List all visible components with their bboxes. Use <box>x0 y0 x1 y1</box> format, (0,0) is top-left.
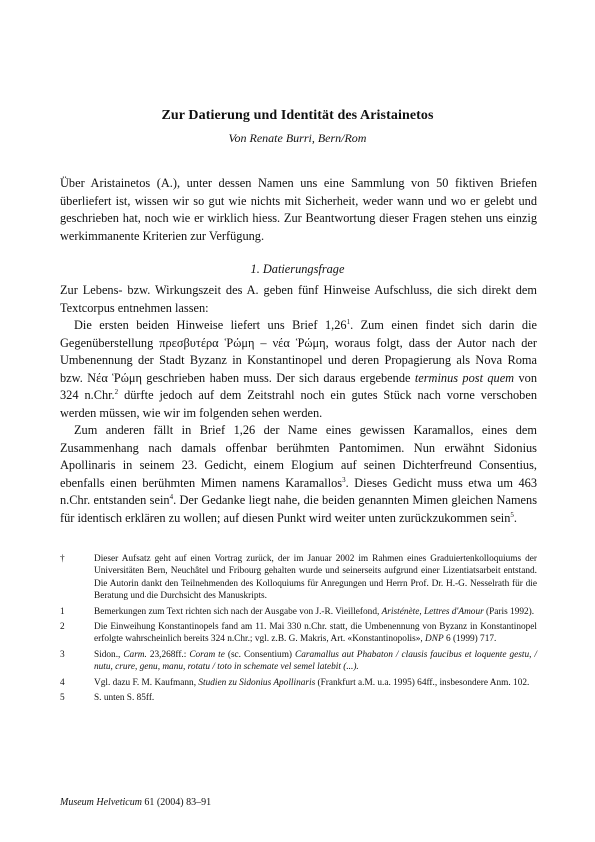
section-heading: 1. Datierungsfrage <box>250 262 345 276</box>
journal-issue: 61 (2004) 83–91 <box>144 797 212 808</box>
footnote-number: 1 <box>60 606 65 617</box>
footnote-5: 5 S. unten S. 85ff. <box>60 693 155 704</box>
footnote-2: 2 Die Einweihung Konstantinopels fand am 11. Mai 330 n.Chr. statt, die Umbenennung von Byzanz in Konstantinopel erfolgte wahrscheinlich bereits 324 n.Chr.; vgl. z.B. G. Makris, Art. «Konstantinopolis», DNP 6 (1999) 717. <box>60 622 537 645</box>
intro-text: Über Aristainetos (A.), unter dessen Namen uns eine Sammlung von 50 fiktiven Briefen überliefert ist, wissen wir so gut wie nichts mit Sicherheit, weder wann und wo er gelebt und geschrieben hat, noch wie er wirklich hiess. Zur Beantwortung dieser Fragen stehen uns einzig werkimmanente Kriterien zur Verfügung. <box>60 176 537 243</box>
footnotes <box>60 553 537 707</box>
footnote-number: 5 <box>60 693 65 704</box>
footnote-4: 4 Vgl. dazu F. M. Kaufmann, Studien zu Sidonius Apollinaris (Frankfurt a.M. u.a. 1995) 64ff., insbesondere Anm. 102. <box>60 677 530 688</box>
footnote-text: Dieser Aufsatz geht auf einen Vortrag zurück, der im Januar 2002 im Rahmen eines Graduiertenkolloquiums der Universitäten Bern, Neuchâtel und Fribourg gehalten wurde und seinerseits aufgrund einer Lizentiatsarbeit entstand. Die Autorin dankt den Teilnehmenden des Kolloquiums für Anregungen und Herrn Prof. Dr. H.-G. Nesselrath für die Beratung und die Durchsicht des Manuskripts. <box>94 554 537 602</box>
emphasis-terminus: terminus post quem <box>414 370 515 385</box>
footnote-number: † <box>60 554 65 564</box>
footnote-number: 3 <box>60 649 65 660</box>
footnote-3: 3 Sidon., Carm. 23,268ff.: Coram te (sc. Consentium) Caramallus aut Phabaton / clausis faucibus et loquente gestu, / nutu, crure, genu, manu, rotatu / toto in schemate vel semel latebit (...). <box>60 649 537 673</box>
journal-name: Museum Helveticum <box>60 797 142 808</box>
journal-citation <box>60 797 211 808</box>
paragraph-3: Zum anderen fällt in Brief 1,26 der Name eines gewissen Karamallos, eines dem Zusammenhang nach damals offenbar berühmten Pantomimen. Nun erwähnt Sidonius Apollinaris in seinem 23. Gedicht, einem Elogium auf seinen Dichterfreund Consentius, ebenfalls einen berühmten Mimen namens Karamallos$^3$. Dieses Gedicht muss etwa um 463 n.Chr. entstanden sein$^4$. Der Gedanke liegt nahe, die beiden genannten Mimen gleichen Namens für identisch erklären zu wollen; auf diesen Punkt wird weiter unten zurückzukommen sein$^5$. <box>60 423 538 525</box>
footnote-ref-1[interactable]: 1 <box>346 317 351 326</box>
article-author: Von Renate Burri, Bern/Rom <box>228 131 367 145</box>
footnote-ref-2[interactable]: 2 <box>114 387 119 396</box>
article-title: Zur Datierung und Identität des Aristainetos <box>161 108 434 123</box>
paragraph-2: Die ersten beiden Hinweise liefert uns Brief 1,26$^1$. Zum einen findet sich darin die Gegenüberstellung πρεσβυτέρα Ῥώμη – νέα Ῥώμη, woraus folgt, dass der Autor nach der Umbenennung der Stadt Byzanz in Konstantinopel und deren Propagierung als Nova Roma bzw. Νέα Ῥώμη geschrieben haben muss. Der sich daraus ergebende terminus post quem von 324 n.Chr.$^2$ dürfte jedoch auf dem Zeitstrahl noch ein gutes Stück nach vorne verschoben werden müssen, wie wir im folgenden sehen werden. <box>60 317 538 420</box>
footnote-number: 4 <box>60 677 65 688</box>
intro-paragraph <box>60 175 537 245</box>
footnote-ref-5[interactable]: 5 <box>510 510 514 519</box>
footnote-1: 1 Bemerkungen zum Text richten sich nach der Ausgabe von J.-R. Vieillefond, Aristénète, Lettres d'Amour (Paris 1992). <box>60 606 535 617</box>
footnote-ref-4[interactable]: 4 <box>169 492 174 501</box>
section-body <box>60 282 537 527</box>
footnote-ref-3[interactable]: 3 <box>342 475 346 484</box>
paragraph-1: Zur Lebens- bzw. Wirkungszeit des A. geben fünf Hinweise Aufschluss, die sich direkt dem Textcorpus entnehmen lassen: <box>60 283 537 315</box>
footnote-number: 2 <box>60 622 65 633</box>
footnote-dagger <box>60 553 537 603</box>
